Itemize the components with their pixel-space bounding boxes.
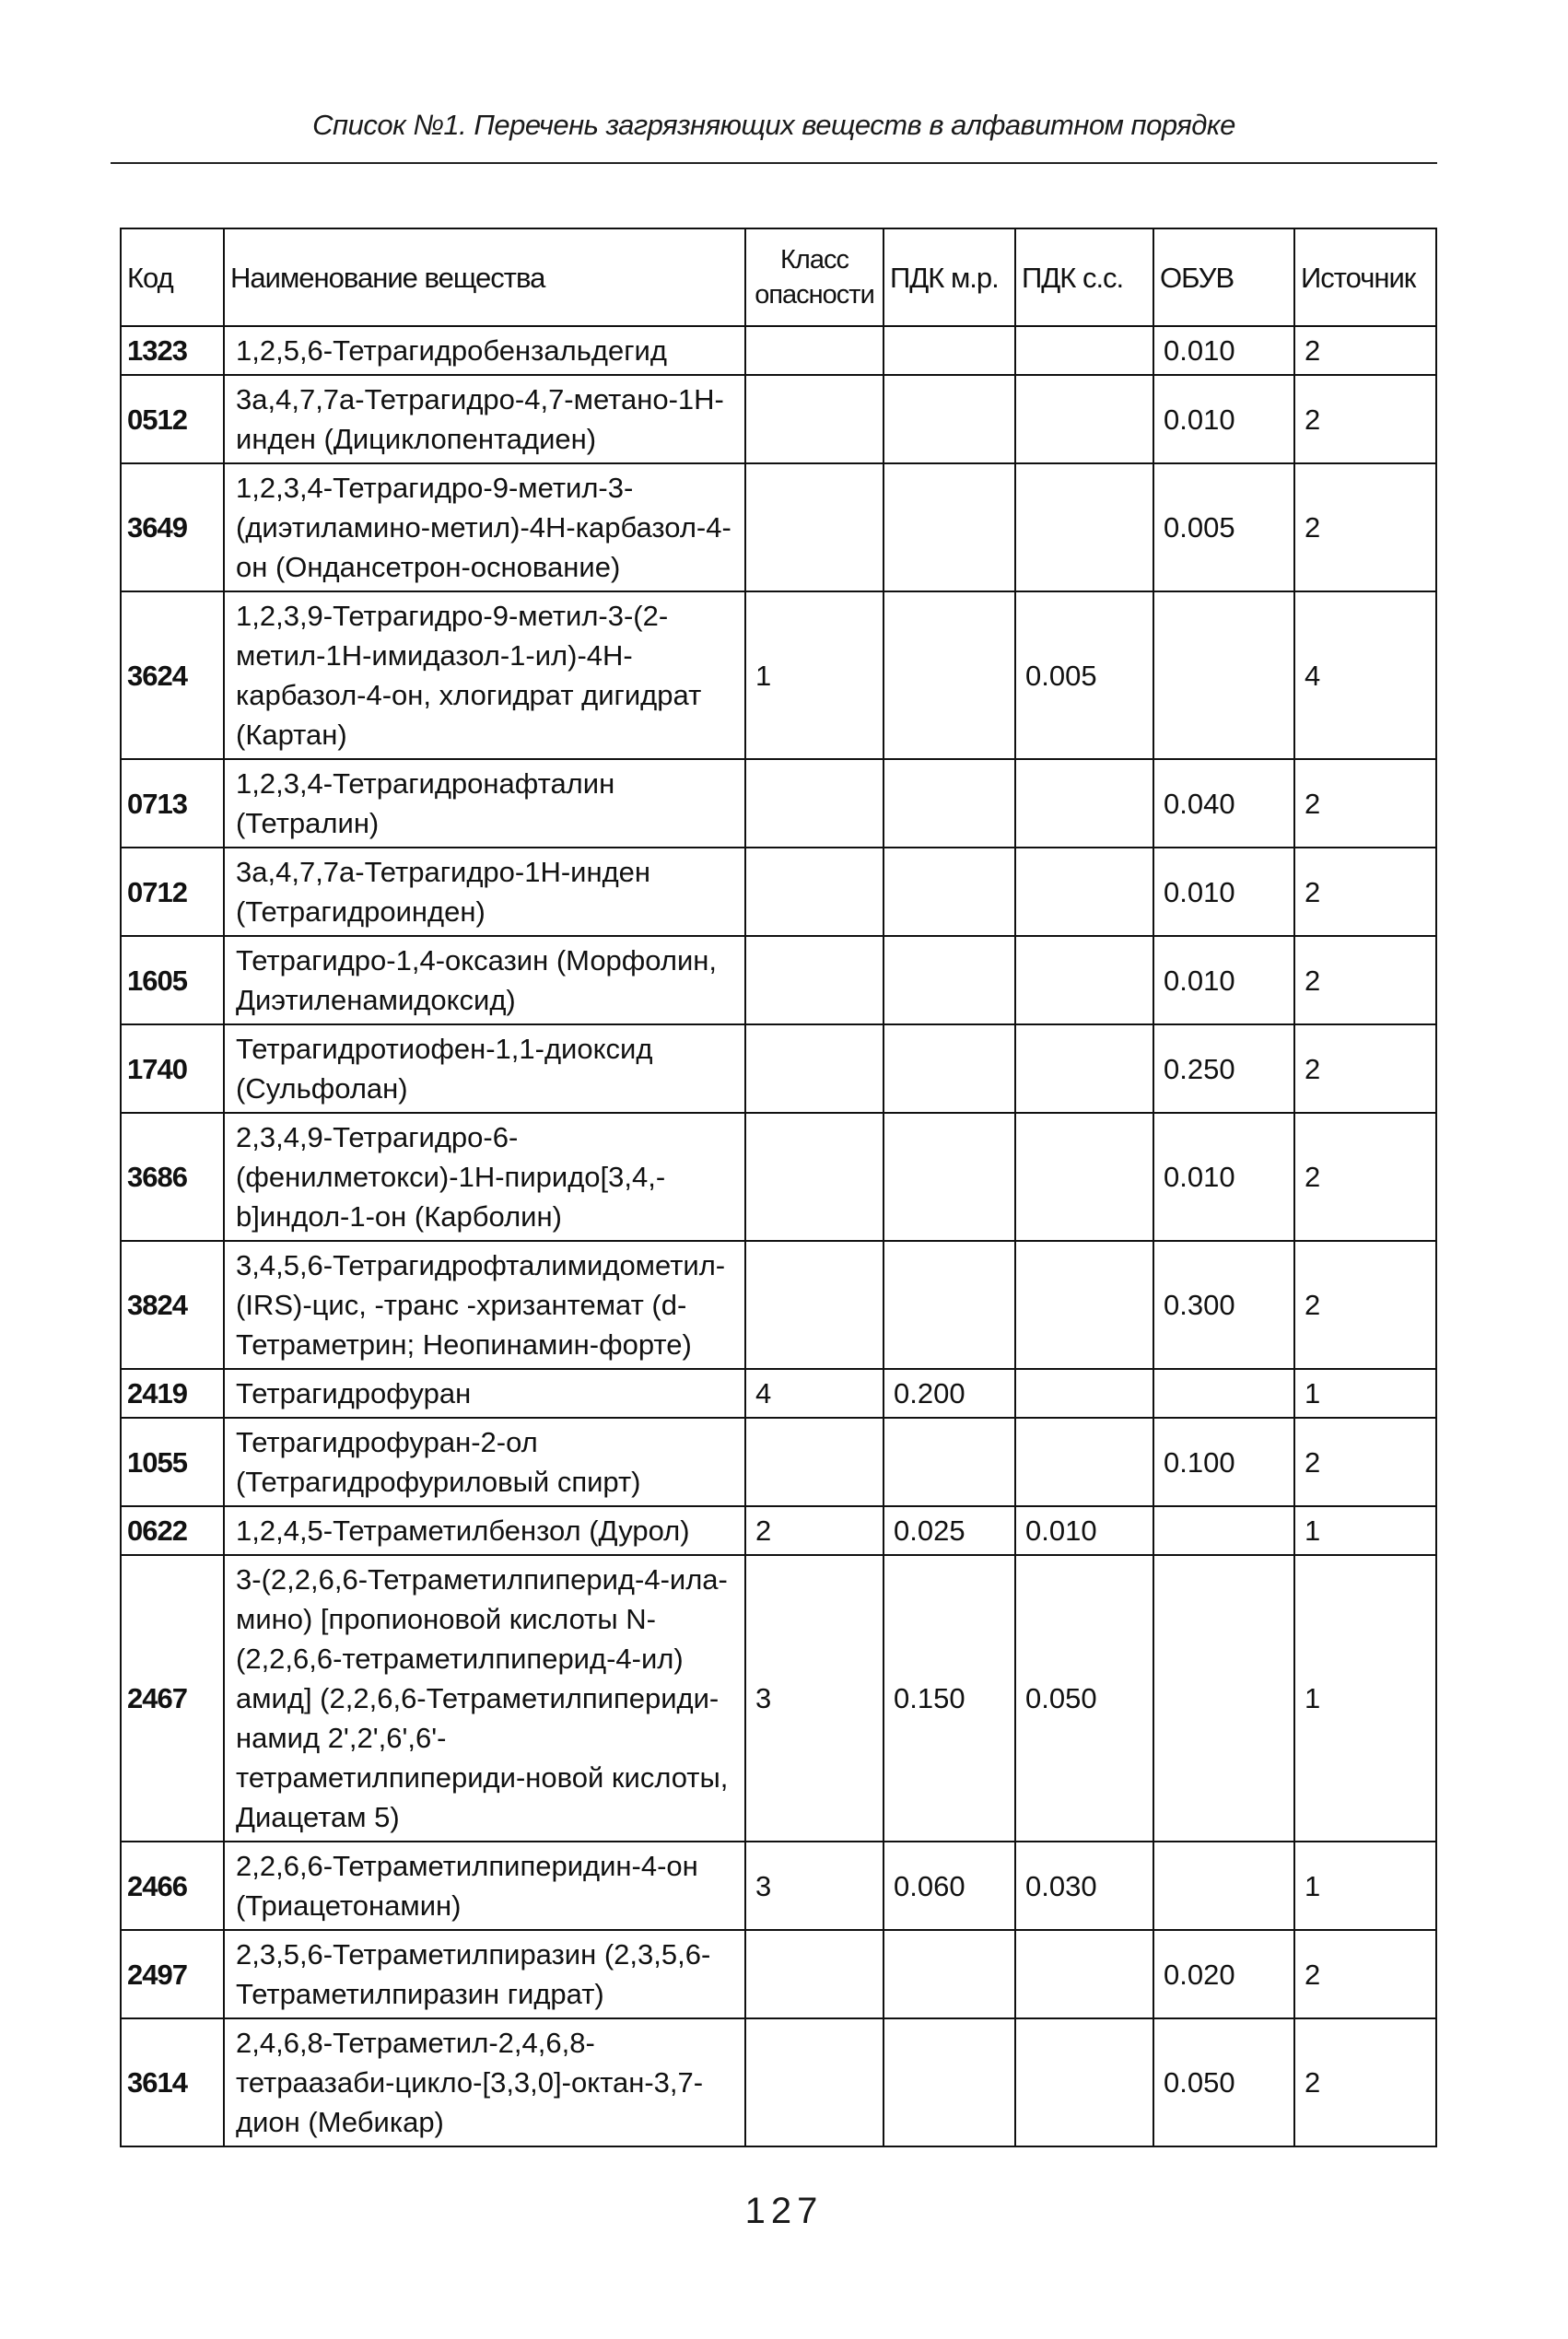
cell-obuv: 0.020 [1153,1930,1294,2018]
cell-pdk-mr [883,591,1015,759]
cell-hazard-class: 4 [745,1369,883,1418]
cell-pdk-ss: 0.010 [1015,1506,1153,1555]
cell-pdk-mr [883,1113,1015,1241]
cell-hazard-class [745,326,883,375]
cell-name: 1,2,4,5-Тетраметилбензол (Дурол) [224,1506,745,1555]
cell-pdk-ss [1015,1241,1153,1369]
cell-obuv: 0.250 [1153,1024,1294,1113]
cell-obuv: 0.050 [1153,2018,1294,2146]
table-row [121,848,1436,936]
cell-obuv: 0.010 [1153,848,1294,936]
table-row [121,1369,1436,1418]
cell-hazard-class [745,1024,883,1113]
page-header-title: Список №1. Перечень загрязняющих веществ в алфавитном порядке [312,109,1235,141]
table-row [121,1024,1436,1113]
cell-pdk-mr: 0.060 [883,1842,1015,1930]
cell-pdk-ss [1015,1024,1153,1113]
cell-hazard-class [745,463,883,591]
cell-pdk-mr: 0.025 [883,1506,1015,1555]
column-header-obuv: ОБУВ [1153,228,1294,326]
table-row [121,2018,1436,2146]
cell-pdk-ss [1015,2018,1153,2146]
cell-pdk-mr: 0.200 [883,1369,1015,1418]
cell-source: 2 [1294,1024,1436,1113]
cell-pdk-ss: 0.005 [1015,591,1153,759]
cell-source: 2 [1294,326,1436,375]
cell-code: 1323 [121,326,224,375]
cell-pdk-ss [1015,936,1153,1024]
cell-pdk-ss: 0.050 [1015,1555,1153,1842]
cell-source: 2 [1294,1930,1436,2018]
cell-source: 1 [1294,1369,1436,1418]
cell-pdk-mr [883,759,1015,848]
cell-obuv: 0.040 [1153,759,1294,848]
cell-name: Тетрагидро-1,4-оксазин (Морфолин, Диэтиленамидоксид) [224,936,745,1024]
page-number: 127 [744,2191,824,2231]
table-row [121,463,1436,591]
cell-source: 1 [1294,1842,1436,1930]
cell-source: 2 [1294,848,1436,936]
cell-name: 2,3,4,9-Тетрагидро-6-(фенилметокси)-1Н-пиридо[3,4,-b]индол-1-он (Карболин) [224,1113,745,1241]
cell-name: 3а,4,7,7а-Тетрагидро-1Н-инден (Тетрагидроинден) [224,848,745,936]
cell-pdk-mr [883,1241,1015,1369]
column-header-source: Источник [1294,228,1436,326]
cell-hazard-class [745,936,883,1024]
cell-obuv [1153,1506,1294,1555]
cell-name: 1,2,3,4-Тетрагидронафталин (Тетралин) [224,759,745,848]
cell-obuv [1153,1555,1294,1842]
cell-obuv: 0.010 [1153,1113,1294,1241]
cell-pdk-mr [883,1024,1015,1113]
cell-obuv: 0.005 [1153,463,1294,591]
table-row [121,591,1436,759]
table-row [121,1113,1436,1241]
cell-pdk-mr [883,848,1015,936]
cell-hazard-class [745,1930,883,2018]
column-header-pdk-mr: ПДК м.р. [883,228,1015,326]
cell-code: 3824 [121,1241,224,1369]
table-body [121,326,1436,2146]
cell-hazard-class [745,1418,883,1506]
cell-code: 3649 [121,463,224,591]
cell-source: 1 [1294,1506,1436,1555]
cell-hazard-class [745,759,883,848]
table-row [121,936,1436,1024]
cell-pdk-ss: 0.030 [1015,1842,1153,1930]
cell-pdk-mr [883,375,1015,463]
cell-code: 2497 [121,1930,224,2018]
cell-code: 0712 [121,848,224,936]
cell-code: 3686 [121,1113,224,1241]
cell-hazard-class [745,1241,883,1369]
cell-code: 0713 [121,759,224,848]
substances-table [120,228,1437,2147]
cell-pdk-mr [883,326,1015,375]
cell-source: 4 [1294,591,1436,759]
cell-pdk-ss [1015,759,1153,848]
cell-pdk-ss [1015,1930,1153,2018]
cell-name: 1,2,5,6-Тетрагидробензальдегид [224,326,745,375]
cell-source: 2 [1294,1113,1436,1241]
cell-pdk-mr [883,936,1015,1024]
cell-name: 3,4,5,6-Тетрагидрофталимидометил-(IRS)-цис, -транс -хризантемат (d-Тетраметрин; Неопинамин-форте) [224,1241,745,1369]
cell-pdk-ss [1015,1418,1153,1506]
column-header-code: Код [121,228,224,326]
cell-source: 2 [1294,936,1436,1024]
cell-hazard-class: 3 [745,1555,883,1842]
cell-hazard-class [745,848,883,936]
cell-obuv [1153,1842,1294,1930]
cell-obuv: 0.100 [1153,1418,1294,1506]
cell-pdk-ss [1015,848,1153,936]
cell-source: 1 [1294,1555,1436,1842]
cell-pdk-ss [1015,1113,1153,1241]
cell-code: 3614 [121,2018,224,2146]
table-row [121,375,1436,463]
cell-pdk-ss [1015,1369,1153,1418]
cell-obuv [1153,1369,1294,1418]
cell-name: 2,3,5,6-Тетраметилпиразин (2,3,5,6-Тетраметилпиразин гидрат) [224,1930,745,2018]
cell-obuv: 0.010 [1153,326,1294,375]
cell-name: 1,2,3,9-Тетрагидро-9-метил-3-(2-метил-1Н-имидазол-1-ил)-4Н-карбазол-4-он, хлогидрат дигидрат (Картан) [224,591,745,759]
table-row [121,1241,1436,1369]
table-row [121,326,1436,375]
cell-obuv: 0.010 [1153,375,1294,463]
cell-code: 0512 [121,375,224,463]
cell-source: 2 [1294,759,1436,848]
cell-code: 2419 [121,1369,224,1418]
cell-pdk-mr [883,1930,1015,2018]
cell-code: 2466 [121,1842,224,1930]
cell-pdk-mr [883,1418,1015,1506]
cell-name: 3-(2,2,6,6-Тетраметилпиперид-4-ила-мино) [пропионовой кислоты N-(2,2,6,6-тетраметилпиперид-4-ил) амид] (2,2,6,6-Тетраметилпипериди-намид 2',2',6',6'-тетраметилпипериди-новой кислоты, Диацетам 5) [224,1555,745,1842]
cell-source: 2 [1294,1241,1436,1369]
cell-pdk-mr [883,463,1015,591]
cell-name: 2,2,6,6-Тетраметилпиперидин-4-он (Триацетонамин) [224,1842,745,1930]
cell-code: 2467 [121,1555,224,1842]
cell-name: Тетрагидротиофен-1,1-диоксид (Сульфолан) [224,1024,745,1113]
cell-name: Тетрагидрофуран [224,1369,745,1418]
cell-pdk-mr [883,2018,1015,2146]
cell-hazard-class: 3 [745,1842,883,1930]
header-divider [111,162,1437,164]
cell-code: 0622 [121,1506,224,1555]
table-row [121,759,1436,848]
cell-name: 1,2,3,4-Тетрагидро-9-метил-3-(диэтиламино-метил)-4Н-карбазол-4-он (Ондансетрон-основание) [224,463,745,591]
cell-obuv: 0.010 [1153,936,1294,1024]
cell-obuv [1153,591,1294,759]
cell-source: 2 [1294,375,1436,463]
cell-pdk-mr: 0.150 [883,1555,1015,1842]
cell-hazard-class [745,375,883,463]
cell-hazard-class: 1 [745,591,883,759]
cell-source: 2 [1294,463,1436,591]
table-row [121,1506,1436,1555]
cell-hazard-class: 2 [745,1506,883,1555]
column-header-pdk-ss: ПДК с.с. [1015,228,1153,326]
table-header-row [121,228,1436,326]
cell-hazard-class [745,2018,883,2146]
cell-pdk-ss [1015,375,1153,463]
cell-code: 3624 [121,591,224,759]
table-row [121,1418,1436,1506]
column-header-name: Наименование вещества [224,228,745,326]
cell-name: 3a,4,7,7a-Тетрагидро-4,7-метано-1Н-инден (Дициклопентадиен) [224,375,745,463]
cell-code: 1740 [121,1024,224,1113]
cell-source: 2 [1294,2018,1436,2146]
cell-name: 2,4,6,8-Тетраметил-2,4,6,8-тетраазаби-цикло-[3,3,0]-октан-3,7-дион (Мебикар) [224,2018,745,2146]
cell-pdk-ss [1015,326,1153,375]
table-row [121,1930,1436,2018]
cell-code: 1605 [121,936,224,1024]
cell-source: 2 [1294,1418,1436,1506]
cell-name: Тетрагидрофуран-2-ол (Тетрагидрофуриловый спирт) [224,1418,745,1506]
cell-hazard-class [745,1113,883,1241]
table-row [121,1842,1436,1930]
column-header-hazard-class: Класс опасности [745,228,883,326]
table-row [121,1555,1436,1842]
cell-code: 1055 [121,1418,224,1506]
cell-pdk-ss [1015,463,1153,591]
cell-obuv: 0.300 [1153,1241,1294,1369]
